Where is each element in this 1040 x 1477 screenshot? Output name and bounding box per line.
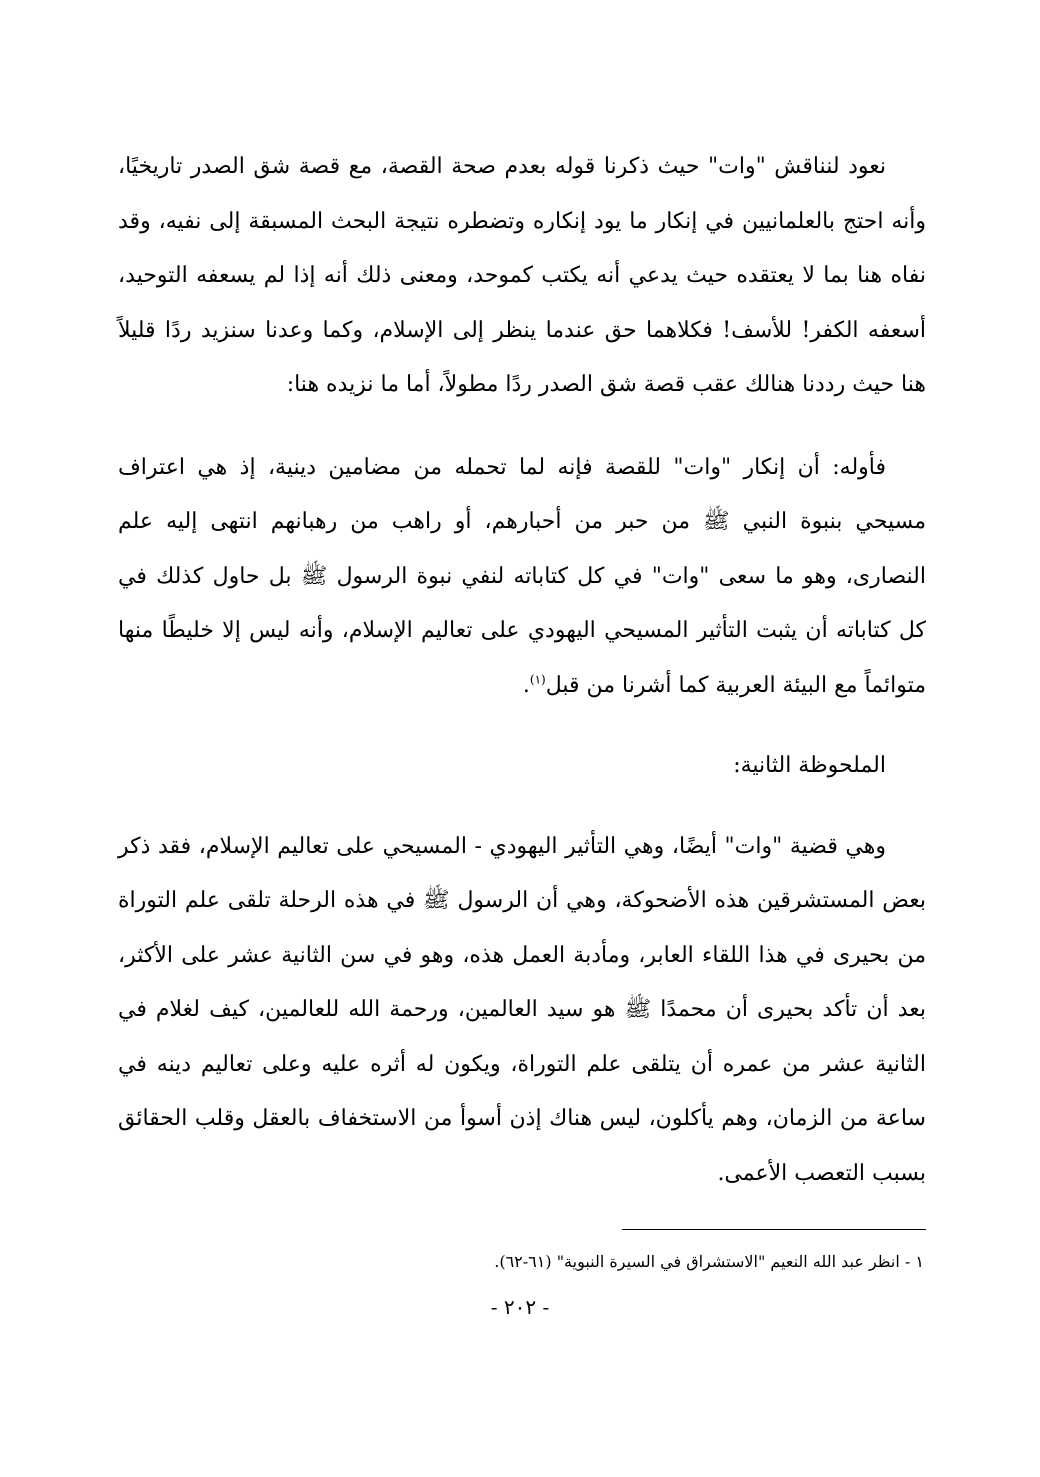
main-text bbox=[118, 140, 926, 1201]
footnote-reference[interactable]: (١) bbox=[529, 672, 546, 687]
paragraph-2-text: فأوله: أن إنكار "وات" للقصة فإنه لما تحمله من مضامين دينية، إذ هي اعتراف مسيحي بنبوة النبي ﷺ من حبر من أحبارهم، أو راهب من رهبانهم انتهى إليه علم النصارى، وهو ما سعى "وات" في كل كتاباته لنفي نبوة الرسول ﷺ بل حاول كذلك في كل كتاباته أن يثبت التأثير المسيحي اليهودي على تعاليم الإسلام، وأنه ليس إلا خليطًا منها متوائماً مع البيئة العربية كما أشرنا من قبل bbox=[118, 454, 926, 698]
page-number: - ٢٠٢ - bbox=[490, 1295, 550, 1319]
paragraph-2 bbox=[118, 441, 926, 714]
paragraph-3: وهي قضية "وات" أيضًا، وهي التأثير اليهودي - المسيحي على تعاليم الإسلام، فقد ذكر بعض المستشرقين هذه الأضحوكة، وهي أن الرسول ﷺ في هذه الرحلة تلقى علم التوراة من بحيرى في هذا اللقاء العابر، ومأدبة العمل هذه، وهو في سن الثانية عشر على الأكثر، بعد أن تأكد بحيرى أن محمدًا ﷺ هو سيد العالمين، ورحمة الله للعالمين، كيف لغلام في الثانية عشر من عمره أن يتلقى علم التوراة، ويكون له أثره عليه وعلى تعاليم دينه في ساعة من الزمان، وهم يأكلون، ليس هناك إذن أسوأ من الاستخفاف بالعقل وقلب الحقائق بسبب التعصب الأعمى. bbox=[118, 833, 927, 1186]
paragraph-1: نعود لنناقش "وات" حيث ذكرنا قوله بعدم صحة القصة، مع قصة شق الصدر تاريخيًا، وأنه احتج بالعلمانيين في إنكار ما يود إنكاره وتضطره نتيجة البحث المسبقة إلى نفيه، وقد نفاه هنا بما لا يعتقده حيث يدعي أنه يكتب كموحد، ومعنى ذلك أنه إذا لم يسعفه التوحيد، أسعفه الكفر! للأسف! فكلاهما حق عندما ينظر إلى الإسلام، وكما وعدنا سنزيد ردًا قليلاً هنا حيث رددنا هنالك عقب قصة شق الصدر ردًا مطولاً، أما ما نزيده هنا: bbox=[118, 154, 926, 397]
paragraph-2-end: . bbox=[522, 672, 530, 698]
footnote-divider bbox=[622, 1229, 926, 1230]
footnote-text: ١ - انظر عبد الله النعيم "الاستشراق في السيرة النبوية" (٦١-٦٢). bbox=[494, 1252, 924, 1271]
section-heading: الملحوظة الثانية: bbox=[733, 753, 886, 778]
